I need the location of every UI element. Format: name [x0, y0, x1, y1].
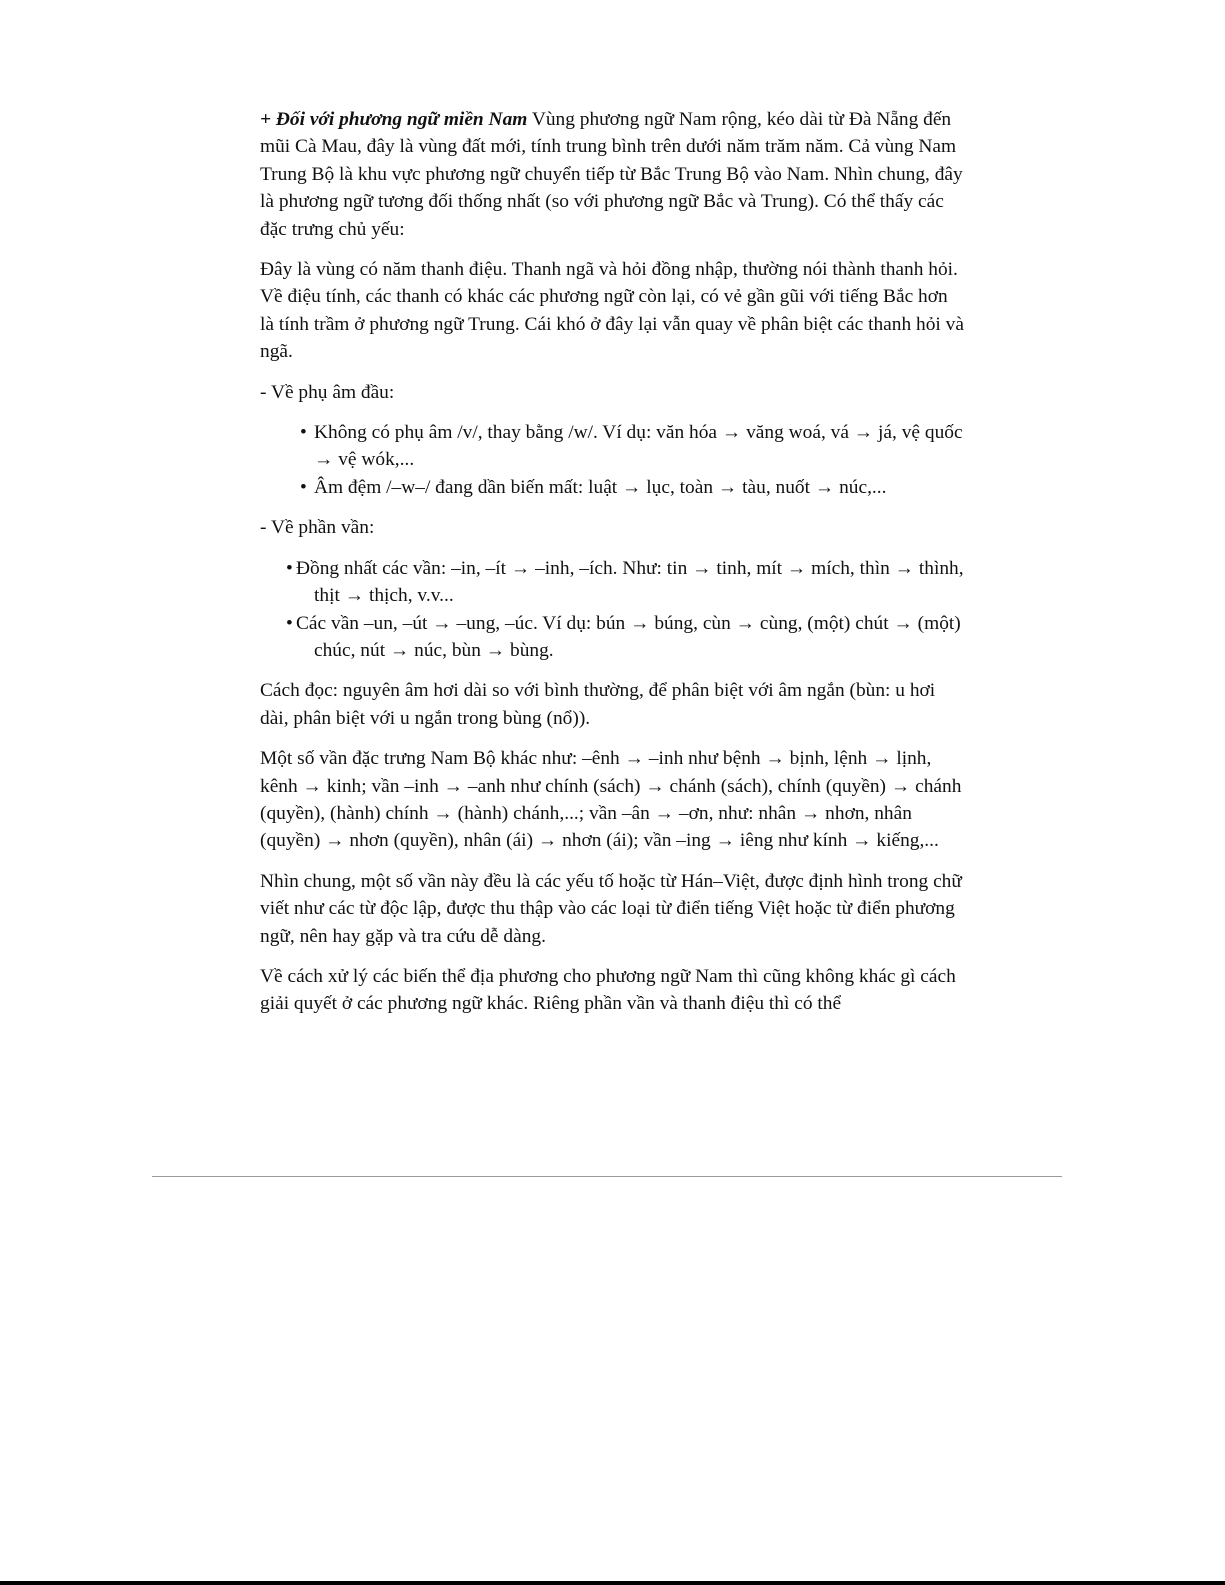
- paragraph-text: Vùng phương ngữ Nam rộng, kéo dài từ Đà Nẵng đến mũi Cà Mau, đây là vùng đất mới, tính trung bình trên dưới năm trăm năm. Cả vùng Nam Trung Bộ là khu vực phương ngữ chuyển tiếp từ Bắc Trung Bộ vào Nam. Nhìn chung, đây là phương ngữ tương đối thống nhất (so với phương ngữ Bắc và Trung). Có thể thấy các đặc trưng chủ yếu:: [260, 109, 963, 240]
- list-item-text: Không có phụ âm /v/, thay bằng /w/. Ví dụ: văn hóa → văng woá, vá → já, vệ quốc → vệ wók,...: [314, 422, 963, 471]
- bullet-icon: •: [286, 557, 293, 579]
- list-item-text: Âm đệm /–w–/ đang dần biến mất: luật → lục, toàn → tàu, nuốt → núc,...: [314, 476, 887, 498]
- bullet-icon: •: [300, 476, 307, 498]
- list-item: [260, 474, 965, 501]
- paragraph-initial-consonants-heading: - Về phụ âm đầu:: [260, 381, 395, 403]
- document-body: [260, 106, 965, 1031]
- paragraph-tones: Đây là vùng có năm thanh điệu. Thanh ngã và hỏi đồng nhập, thường nói thành thanh hỏi. Về điệu tính, các thanh có khác các phương ngữ còn lại, có vẻ gần gũi với tiếng Bắc hơn là tính trầm ở phương ngữ Trung. Cái khó ở đây lại vẫn quay về phân biệt các thanh hỏi và ngã.: [260, 259, 964, 363]
- page-bottom-edge: [0, 1581, 1225, 1585]
- bullet-icon: •: [300, 422, 307, 444]
- list-item: [260, 419, 965, 474]
- rhyme-list: [260, 555, 965, 665]
- paragraph-sino-vietnamese: Nhìn chung, một số vần này đều là các yếu tố hoặc từ Hán–Việt, được định hình trong chữ viết như các từ độc lập, được thu thập vào các loại từ điển tiếng Việt hoặc từ điển phương ngữ, nên hay gặp và tra cứu dễ dàng.: [260, 870, 962, 947]
- list-item: [260, 610, 965, 665]
- list-item-text: Các vần –un, –út → –ung, –úc. Ví dụ: bún → búng, cùn → cùng, (một) chút → (một) chúc, nút → núc, bùn → bùng.: [296, 612, 961, 661]
- paragraph-variant-handling: Về cách xử lý các biến thể địa phương cho phương ngữ Nam thì cũng không khác gì cách giải quyết ở các phương ngữ khác. Riêng phần vần và thanh điệu thì có thể: [260, 965, 956, 1015]
- section-heading: + Đối với phương ngữ miền Nam: [260, 109, 528, 130]
- paragraph-other-rhymes: Một số vần đặc trưng Nam Bộ khác như: –ênh → –inh như bệnh → bịnh, lệnh → lịnh, kênh → kinh; vần –inh → –anh như chính (sách) → chánh (sách), chính (quyền) → chánh (quyền), (hành) chính → (hành) chánh,...; vần –ân → –ơn, như: nhân → nhơn, nhân (quyền) → nhơn (quyền), nhân (ái) → nhơn (ái); vần –ing → iêng như kính → kiếng,...: [260, 748, 962, 852]
- list-item-text: Đồng nhất các vần: –in, –ít → –inh, –ích. Như: tin → tinh, mít → mích, thìn → thình, thịt → thịch, v.v...: [296, 557, 964, 607]
- paragraph-reading-method: Cách đọc: nguyên âm hơi dài so với bình thường, để phân biệt với âm ngắn (bùn: u hơi dài, phân biệt với u ngắn trong bùng (nổ)).: [260, 680, 936, 729]
- initial-consonant-list: [260, 419, 965, 501]
- list-item: [260, 555, 965, 610]
- bullet-icon: •: [286, 612, 293, 634]
- paragraph-rhymes-heading: - Về phần vần:: [260, 517, 375, 539]
- paragraph-southern-dialect-intro: [260, 106, 965, 243]
- page-divider: [152, 1176, 1062, 1177]
